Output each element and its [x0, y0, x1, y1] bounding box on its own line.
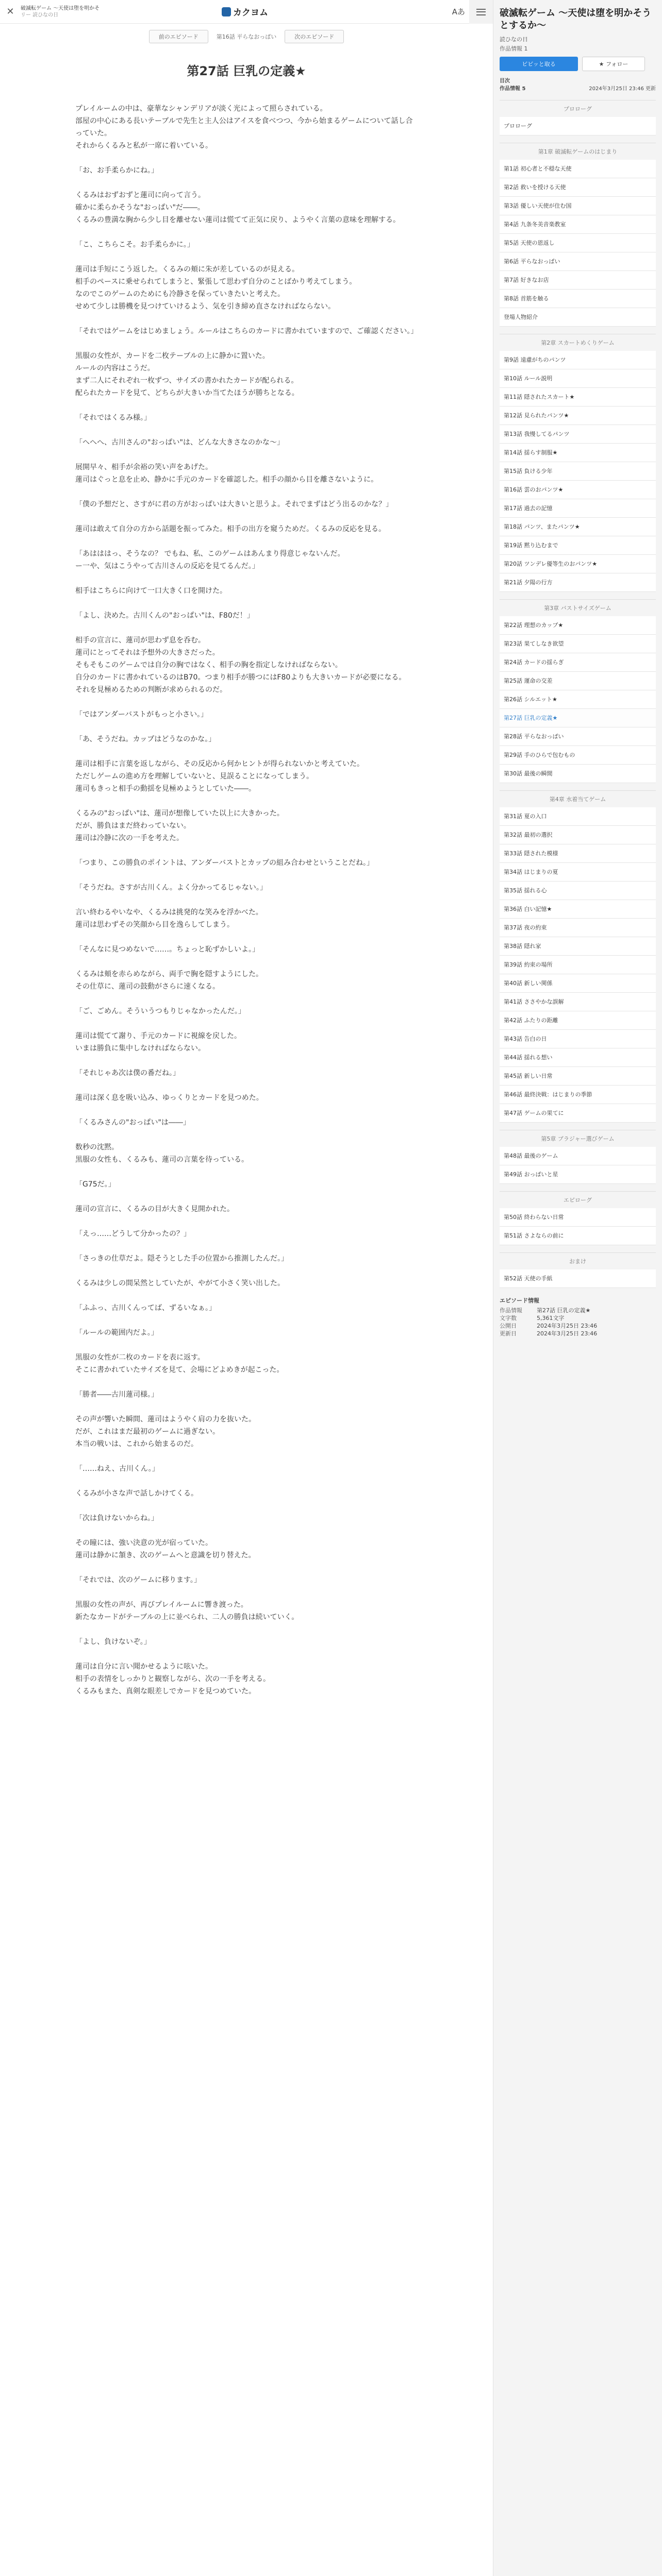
toc-item[interactable]: 第12話 見られたパンツ★	[500, 406, 656, 425]
story-paragraph: 「……ねえ、古川くん。」	[75, 1465, 159, 1473]
hamburger-icon	[476, 9, 486, 15]
story-paragraph: プレイルームの中は、豪華なシャンデリアが淡く光によって照らされている。 部屋の中心にある長いテーブルで先生と主人公はアイスを食べつつ、今から始まるゲームについて話し合っていた。 それからくるみと私が一席に着いている。	[75, 105, 413, 150]
sidebar-catch: 作品情報 1	[500, 45, 528, 52]
toc-item[interactable]: 第37話 夜の約束	[500, 919, 656, 937]
logo-icon	[222, 7, 231, 16]
story-paragraph: 「次は負けないからね。」	[75, 1514, 158, 1522]
toc-section-heading[interactable]: 第3章 バストサイズゲーム	[544, 605, 611, 612]
info-value: 2024年3月25日 23:46	[537, 1323, 598, 1329]
story-paragraph: 「それではくるみ様。」	[75, 414, 151, 422]
story-paragraph: 言い終わるやいなや、くるみは挑発的な笑みを浮かべた。 蓮司は思わずその笑顔から目を逸らしてしまう。	[75, 908, 263, 929]
work-info[interactable]	[21, 5, 108, 19]
toc-item[interactable]: 第29話 手のひらで包むもの	[500, 746, 656, 765]
toc-item[interactable]: 第9話 遠慮がちのパンツ	[500, 351, 656, 369]
story-paragraph: 「くるみさんの"おっぱい"は――」	[75, 1118, 190, 1127]
story-paragraph: 蓮司の宣言に、くるみの目が大きく見開かれた。	[75, 1205, 234, 1213]
toc-item[interactable]: 第48話 最後のゲーム	[500, 1147, 656, 1165]
episode-title: 第27話 巨乳の定義★	[187, 64, 306, 78]
story-paragraph: 「僕の予想だと、さすがに君の方がおっぱいは大きいと思うよ。それでまずはどう出るのかな？」	[75, 500, 393, 509]
info-row	[500, 1322, 656, 1330]
toc-item[interactable]: プロローグ	[500, 117, 656, 135]
read-button[interactable]: ビビッと取る	[500, 57, 578, 71]
next-episode-button[interactable]: 次のエピソード	[285, 30, 344, 43]
toc-item[interactable]: 第28話 平らなおっぱい	[500, 727, 656, 746]
toc-section	[500, 334, 656, 592]
info-key: 文字数	[500, 1315, 517, 1321]
story-paragraph: 蓮司は敢えて自分の方から話題を振ってみた。相手の出方を窺うためだ。くるみの反応を見る。	[75, 525, 386, 533]
story-paragraph: 「それでは、次のゲームに移ります。」	[75, 1576, 201, 1584]
meta-key: 作品情報 5	[500, 86, 526, 92]
toc-item[interactable]: 第40話 新しい関係	[500, 974, 656, 993]
story-paragraph: 蓮司は手短にこう返した。くるみの頬に朱が差しているのが見える。 相手のペースに乗せられてしまうと、緊張して思わず自分のことばかり考えてしまう。 なのでこのゲームのためにも冷静さを保っていきたいと考えた。 せめて少しは勝機を見つけていけるよう、気を引き締め直さなければならない。	[75, 265, 357, 311]
info-key: 公開日	[500, 1323, 517, 1329]
prev-episode-button[interactable]: 前のエピソード	[149, 30, 208, 43]
story-paragraph: 「それじゃあ次は僕の番だね。」	[75, 1069, 180, 1077]
toc-section-heading[interactable]: おまけ	[569, 1258, 586, 1265]
toc-item[interactable]: 第51話 さよならの前に	[500, 1227, 656, 1245]
toc-item[interactable]: 第24話 カードの揺らぎ	[500, 653, 656, 672]
toc-section-heading[interactable]: プロローグ	[564, 106, 592, 112]
toc-item[interactable]: 第10話 ルール説明	[500, 369, 656, 388]
episode-info-rows	[500, 1307, 656, 1337]
toc-section-heading[interactable]: 第1章 破滅転ゲームのはじまり	[538, 148, 618, 155]
work-title: 破滅転ゲーム 〜天使は堕を明かそ	[21, 5, 100, 11]
toc-item[interactable]: 第42話 ふたりの距離	[500, 1011, 656, 1030]
toc-item[interactable]: 第16話 雲のおパンツ★	[500, 481, 656, 499]
toc-item[interactable]: 第23話 果てしなき欲望	[500, 635, 656, 653]
toc-item[interactable]: 第22話 理想のカップ★	[500, 616, 656, 635]
info-row	[500, 1314, 656, 1322]
toc-item[interactable]: 第39話 約束の場所	[500, 956, 656, 974]
toc-item[interactable]: 第11話 隠されたスカート★	[500, 388, 656, 406]
sidebar-work-title[interactable]: 破滅転ゲーム 〜天使は堕を明かそうとするか〜	[500, 8, 652, 31]
story-paragraph: 「へへへ、古川さんの"おっぱい"は、どんな大きさなのかな～」	[75, 438, 284, 447]
story-paragraph: 「さっきの仕草だよ。隠そうとした手の位置から推測したんだ。」	[75, 1255, 288, 1263]
toc-item[interactable]: 第3話 優しい天使が住む国	[500, 197, 656, 215]
toc-section	[500, 1191, 656, 1245]
story-paragraph: 「よし、決めた。古川くんの"おっぱい"は、F80だ！」	[75, 612, 254, 620]
story-paragraph: 「こ、こちらこそ。お手柔らかに。」	[75, 241, 194, 249]
toc-item[interactable]: 登場人物紹介	[500, 308, 656, 327]
story-paragraph: 「あはははっ、そうなの？ でもね、私、このゲームはあんまり得意じゃないんだ。 ー一や、気はこうやって古川さんの反応を見てるんだ。」	[75, 550, 345, 570]
meta-row	[500, 85, 656, 93]
logo-text: カクヨム	[233, 8, 268, 18]
toc-item[interactable]: 第45話 新しい日常	[500, 1067, 656, 1086]
toc-item[interactable]: 第43話 告白の日	[500, 1030, 656, 1048]
story-paragraph: 蓮司は深く息を吸い込み、ゆっくりとカードを見つめた。	[75, 1094, 263, 1102]
table-of-contents	[500, 100, 656, 1288]
sidebar-meta	[500, 77, 656, 93]
toc-section	[500, 100, 656, 135]
info-value: 第27話 巨乳の定義★	[537, 1307, 591, 1314]
toc-item[interactable]: 第47話 ゲームの果てに	[500, 1104, 656, 1123]
story-paragraph: 「ではアンダーバストがもっと小さい。」	[75, 710, 208, 719]
meta-row	[500, 77, 656, 85]
toc-section-heading[interactable]: エピローグ	[564, 1197, 592, 1204]
info-row	[500, 1307, 656, 1314]
story-paragraph: 「えっ……どうして分かったの？」	[75, 1230, 191, 1238]
story-paragraph: 「それではゲームをはじめましょう。ルールはこちらのカードに書かれていますので、ご確認ください。」	[75, 327, 418, 335]
sidebar	[493, 0, 662, 2576]
story-paragraph: 「G75だ。」	[75, 1180, 115, 1189]
episode-info-heading: エピソード情報	[500, 1297, 539, 1304]
site-logo[interactable]	[222, 5, 268, 18]
episode-main	[0, 49, 493, 1710]
story-paragraph: くるみの"おっぱい"は、蓮司が想像していた以上に大きかった。 だが、勝負はまだ終わっていない。 蓮司は冷静に次の一手を考えた。	[75, 809, 284, 842]
story-paragraph: 「ご、ごめん。そういうつもりじゃなかったんだ。」	[75, 1007, 245, 1015]
story-paragraph: 「ルールの範囲内だよ。」	[75, 1329, 158, 1337]
toc-item[interactable]: 第18話 パンツ、またパンツ★	[500, 518, 656, 536]
toc-item[interactable]: 第46話 最終決戦：はじまりの季節	[500, 1086, 656, 1104]
story-paragraph: 黒服の女性が、カードを二枚テーブルの上に静かに置いた。 ルールの内容はこうだ。 まず二人にそれぞれ一枚ずつ、サイズの書かれたカードが配られる。 配られたカードを見て、どちらが大きいか当てたほうが勝ちとなる。	[75, 352, 299, 397]
toc-section	[500, 143, 656, 327]
toc-item[interactable]: 第25話 運命の交差	[500, 672, 656, 690]
toc-item[interactable]: 第2話 救いを授ける天使	[500, 178, 656, 197]
toc-section-heading[interactable]: 第5章 ブラジャー選びゲーム	[541, 1136, 615, 1142]
toc-item[interactable]: 第6話 平らなおっぱい	[500, 252, 656, 271]
story-paragraph: 「つまり、この勝負のポイントは、アンダーバストとカップの組み合わせということだね。」	[75, 859, 374, 867]
toc-section-heading[interactable]: 第4章 水着当てゲーム	[549, 796, 606, 803]
story-paragraph: くるみは頬を赤らめながら、両手で胸を隠すようにした。 その仕草に、蓮司の鼓動がさらに速くなる。	[75, 970, 263, 991]
story-paragraph: 「そうだね。さすが古川くん。よく分かってるじゃない。」	[75, 884, 267, 892]
toc-item[interactable]: 第7話 好きなお店	[500, 271, 656, 290]
story-paragraph: くるみが小さな声で話しかけてくる。	[75, 1489, 198, 1498]
story-paragraph: 黒服の女性の声が、再びプレイルームに響き渡った。 新たなカードがテーブルの上に並べられ、二人の勝負は続いていく。	[75, 1601, 299, 1621]
toc-item[interactable]: 第4話 九条冬美音楽教室	[500, 215, 656, 234]
meta-value: 2024年3月25日 23:46 更新	[589, 86, 656, 92]
story-paragraph: 「ふふっ、古川くんってば、ずるいなぁ。」	[75, 1304, 216, 1312]
toc-item[interactable]: 第13話 我慢してるパンツ	[500, 425, 656, 444]
toc-item[interactable]: 第1話 初心者と不穏な天使	[500, 160, 656, 178]
toc-item[interactable]: 第27話 巨乳の定義★	[500, 709, 656, 727]
sidebar-buttons	[500, 57, 656, 71]
episode-info	[500, 1296, 656, 1337]
toc-item[interactable]: 第35話 揺れる心	[500, 882, 656, 900]
toc-item[interactable]: 第14話 揺らす制服★	[500, 444, 656, 462]
story-paragraph: 「勝者――古川蓮司様。」	[75, 1391, 158, 1399]
current-episode: 第16話 平らなおっぱい	[216, 33, 277, 40]
meta-key: 目次	[500, 78, 510, 84]
toc-item[interactable]: 第34話 はじまりの夏	[500, 863, 656, 882]
close-icon[interactable]: ✕	[6, 6, 14, 17]
story-paragraph: 相手はこちらに向けて一口大きく口を開けた。	[75, 587, 227, 595]
story-paragraph: その瞳には、強い決意の光が宿っていた。 蓮司は静かに頷き、次のゲームへと意識を切り替えた。	[75, 1539, 256, 1560]
toc-item[interactable]: 第21話 夕陽の行方	[500, 573, 656, 592]
story-paragraph: 「あ、そうだね。カップはどうなのかな。」	[75, 735, 216, 743]
story-paragraph: その声が響いた瞬間、蓮司はようやく肩の力を抜いた。 だが、これはまだ最初のゲームに過ぎない。 本当の戦いは、これから始まるのだ。	[75, 1415, 256, 1448]
toc-item[interactable]: 第19話 黙り込むまで	[500, 536, 656, 555]
info-row	[500, 1330, 656, 1337]
top-bar	[0, 0, 493, 24]
toc-item[interactable]: 第50話 終わらない日常	[500, 1208, 656, 1227]
story-paragraph: 「お、お手柔らかにね。」	[75, 166, 158, 175]
work-sub: リー 読ひなの日	[21, 12, 59, 18]
toc-section	[500, 790, 656, 1123]
toc-section	[500, 1252, 656, 1288]
story-paragraph: 蓮司は慌てて謝り、手元のカードに視線を戻した。 いまは勝負に集中しなければならない。	[75, 1032, 241, 1053]
toc-section-heading[interactable]: 第2章 スカートめくりゲーム	[541, 340, 615, 346]
toc-item[interactable]: 第36話 白い記憶★	[500, 900, 656, 919]
toc-section	[500, 1130, 656, 1184]
story-paragraph: 展開早々、相手が余裕の笑い声をあげた。 蓮司はぐっと息を止め、静かに手元のカードを確認した。相手の顔から目を離さないように。	[75, 463, 378, 484]
toc-item[interactable]: 第30話 最後の瞬間	[500, 765, 656, 783]
info-value: 2024年3月25日 23:46	[537, 1330, 598, 1337]
story-body	[0, 103, 493, 1698]
story-paragraph: 相手の宣言に、蓮司が思わず息を呑む。 蓮司にとってそれは予想外の大きさだった。 そもそもこのゲームでは自分の胸ではなく、相手の胸を指定しなければならない。 自分のカードに書かれているのはB70。つまり相手が勝つにはF80よりも大きいカードが必要になる。 それを見極めるための判断が求められるのだ。	[75, 636, 406, 694]
toc-item[interactable]: 第32話 最初の選択	[500, 826, 656, 844]
toc-item[interactable]: 第33話 隠された模様	[500, 844, 656, 863]
story-paragraph: くるみは少しの間呆然としていたが、やがて小さく笑い出した。	[75, 1279, 285, 1287]
story-paragraph: くるみはおずおずと蓮司に向って言う。 確かに柔らかそうな"おっぱい"だ――。 くるみの豊満な胸から少し目を離せない蓮司は慌てて正気に戻り、ようやく言葉の意味を理解する。	[75, 191, 400, 224]
info-key: 作品情報	[500, 1307, 522, 1314]
toc-section	[500, 599, 656, 783]
story-paragraph: 蓮司は自分に言い聞かせるように呟いた。 相手の表情をしっかりと観察しながら、次の一手を考える。 くるみもまた、真剣な眼差しでカードを見つめていた。	[75, 1663, 270, 1696]
font-size-button[interactable]: Aあ	[452, 7, 465, 16]
toc-item[interactable]: 第8話 首筋を触る	[500, 290, 656, 308]
toc-item[interactable]: 第17話 過去の記憶	[500, 499, 656, 518]
toc-item[interactable]: 第15話 負ける少年	[500, 462, 656, 481]
menu-button[interactable]	[469, 0, 493, 24]
toc-item[interactable]: 第26話 シルエット★	[500, 690, 656, 709]
toc-item[interactable]: 第38話 隠れ家	[500, 937, 656, 956]
toc-item[interactable]: 第49話 おっぱいと星	[500, 1165, 656, 1184]
story-paragraph: 数秒の沈黙。 黒服の女性も、くるみも、蓮司の言葉を待っている。	[75, 1143, 249, 1164]
sidebar-author[interactable]: 読ひなの日	[500, 36, 528, 43]
toc-item[interactable]: 第52話 天使の手紙	[500, 1269, 656, 1288]
toc-item[interactable]: 第41話 ささやかな誤解	[500, 993, 656, 1011]
story-paragraph: 「そんなに見つめないで……。ちょっと恥ずかしいよ。」	[75, 945, 259, 954]
info-key: 更新日	[500, 1330, 517, 1337]
info-value: 5,361文字	[537, 1315, 565, 1321]
toc-item[interactable]: 第20話 ツンデレ優等生のおパンツ★	[500, 555, 656, 573]
episode-nav	[0, 30, 493, 43]
story-paragraph: 蓮司は相手に言葉を返しながら、その反応から何かヒントが得られないかと考えていた。 ただしゲームの進め方を理解していないと、見誤ることになってしまう。 蓮司もきっと相手の動揺を見極めようとしていた――。	[75, 760, 364, 793]
follow-button[interactable]: ★ フォロー	[582, 57, 645, 71]
story-paragraph: 黒服の女性が二枚のカードを表に返す。 そこに書かれていたサイズを見て、会場にどよめきが起こった。	[75, 1353, 284, 1374]
toc-item[interactable]: 第31話 夏の入口	[500, 807, 656, 826]
toc-item[interactable]: 第44話 揺れる想い	[500, 1048, 656, 1067]
story-paragraph: 「よし、負けないぞ。」	[75, 1638, 151, 1646]
toc-item[interactable]: 第5話 天使の恩返し	[500, 234, 656, 252]
